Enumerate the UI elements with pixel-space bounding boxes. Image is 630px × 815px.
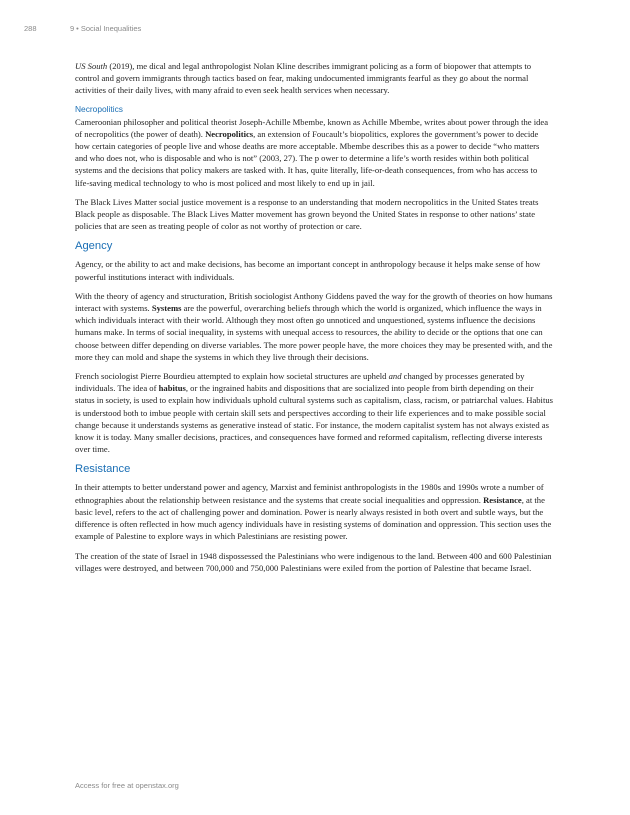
agency-p2-text-b: are the powerful, overarching beliefs through which the world is organized, which influence the ways in which individuals interact with their world. Although they most often go unnoticed and unquestioned, systems influence the decisions humans make. In terms of social inequality, in systems with unequal access to resources, the ability to decide or the options that one can choose between differ depending on diverse variables. The more power people have, the more choices they may be presented with, and the more they can mold and shape the systems in which they live through their decisions. (75, 303, 553, 362)
and-italic: and (388, 371, 402, 382)
agency-p3-text-a: French sociologist Pierre Bourdieu attempted to explain how societal structures are upheld (75, 371, 389, 382)
footer-link[interactable]: Access for free at openstax.org (75, 781, 179, 790)
resistance-term: Resistance (483, 494, 522, 505)
intro-paragraph (75, 60, 553, 97)
resistance-heading: Resistance (75, 463, 131, 476)
agency-p2-text-a: With the theory of agency and structuration, British sociologist Anthony Giddens paved the way for the growth of theories on how humans interact with systems. (75, 290, 553, 314)
intro-italic: US South (75, 61, 108, 71)
resistance-p1-text-b: , at the basic level, refers to the act of challenging power and domination. Power is nearly always resisted in both overt and subtle ways, but the difference is often reflected in how much agency individuals have in resisting systems of domination and oppression. This section uses the example of Palestine to explore ways in which Palestinians are resisting power. (75, 494, 552, 542)
header-bullet: • (76, 24, 79, 33)
necropolitics-paragraph-1 (75, 116, 553, 189)
page-body (75, 60, 553, 581)
agency-paragraph-2 (75, 290, 553, 363)
resistance-p1-text-a: In their attempts to better understand power and agency, Marxist and feminist anthropologists in the 1980s and 1990s wrote a number of ethnographies about the relationship between resistance and the systems that create social inequalities and oppression. (75, 482, 544, 505)
resistance-paragraph-1 (75, 481, 553, 542)
chapter-title: Social Inequalities (80, 24, 142, 33)
necro-p1-text-b: , an extension of Foucault’s biopolitics, explores the government’s power to decide how certain categories of people live and whose deaths are more acceptable. Mbembe describes this as a power to decide “who matters and who does not, who is disposable and who is not” (2003, 27). The p ower to determine a life’s worth resides within both political systems and the decisions that policy makers are tasked with. It has, quite literally, life-or-death consequences, from who has access to life-saving medical technology to who is most policed and most likely to end up in jail. (75, 128, 540, 188)
necro-p1-text-a: Cameroonian philosopher and political theorist Joseph-Achille Mbembe, known as Achille Mbembe, writes about power through the idea of necropolitics (the power of death). (75, 116, 549, 139)
page-number: 288 (24, 24, 37, 33)
agency-paragraph-1: Agency, or the ability to act and make decisions, has become an important concept in anthropology because it helps make sense of how powerful institutions interact with individuals. (75, 259, 541, 282)
chapter-number: 9 (70, 24, 75, 33)
necropolitics-paragraph-2: The Black Lives Matter social justice movement is a response to an understanding that modern necropolitics in the United States treats Black people as disposable. The Black Lives Matter movement has grown beyond the United States in response to other nations’ state policies that are seen as treating people of color as not worthy of protection or care. (75, 196, 539, 232)
habitus-term: habitus (158, 383, 186, 394)
systems-term: Systems (151, 303, 182, 314)
agency-p3-text-c: , or the ingrained habits and dispositions that are socialized into people from birth depending on their status in society, is used to explain how individuals uphold cultural systems such as capitalism, class, racism, or patriarchal values. Habitus is understood both to imbue people with certain skill sets and perspectives according to their life experiences and to make possible social change because it understands systems as generative instead of static. For instance, the modern capitalist system has not always existed as know it is today. Many smaller decisions, practices, and consequences have formed and reformed capitalism, reflecting diverse interests over time. (75, 383, 553, 455)
page-header (24, 24, 141, 33)
agency-paragraph-3 (75, 370, 553, 455)
necropolitics-term: Necropolitics (205, 128, 254, 139)
necropolitics-heading: Necropolitics (75, 103, 123, 114)
resistance-paragraph-2: The creation of the state of Israel in 1948 dispossessed the Palestinians who were indigenous to the land. Between 400 and 600 Palestinian villages were destroyed, and between 700,000 and 750,000 Palestinians were exiled from the portion of Palestine that became Israel. (75, 550, 552, 573)
agency-heading: Agency (75, 240, 113, 253)
intro-text: (2019), me dical and legal anthropologist Nolan Kline describes immigrant policing as a form of biopower that attempts to control and govern immigrants through tactics based on fear, making undocumented immigrants fearful as they go about the normal activities of their daily lives, with many afraid to even seek health services when necessary. (75, 61, 532, 96)
agency-p3-text-b: changed by processes generated by individuals. The idea of (75, 371, 525, 394)
